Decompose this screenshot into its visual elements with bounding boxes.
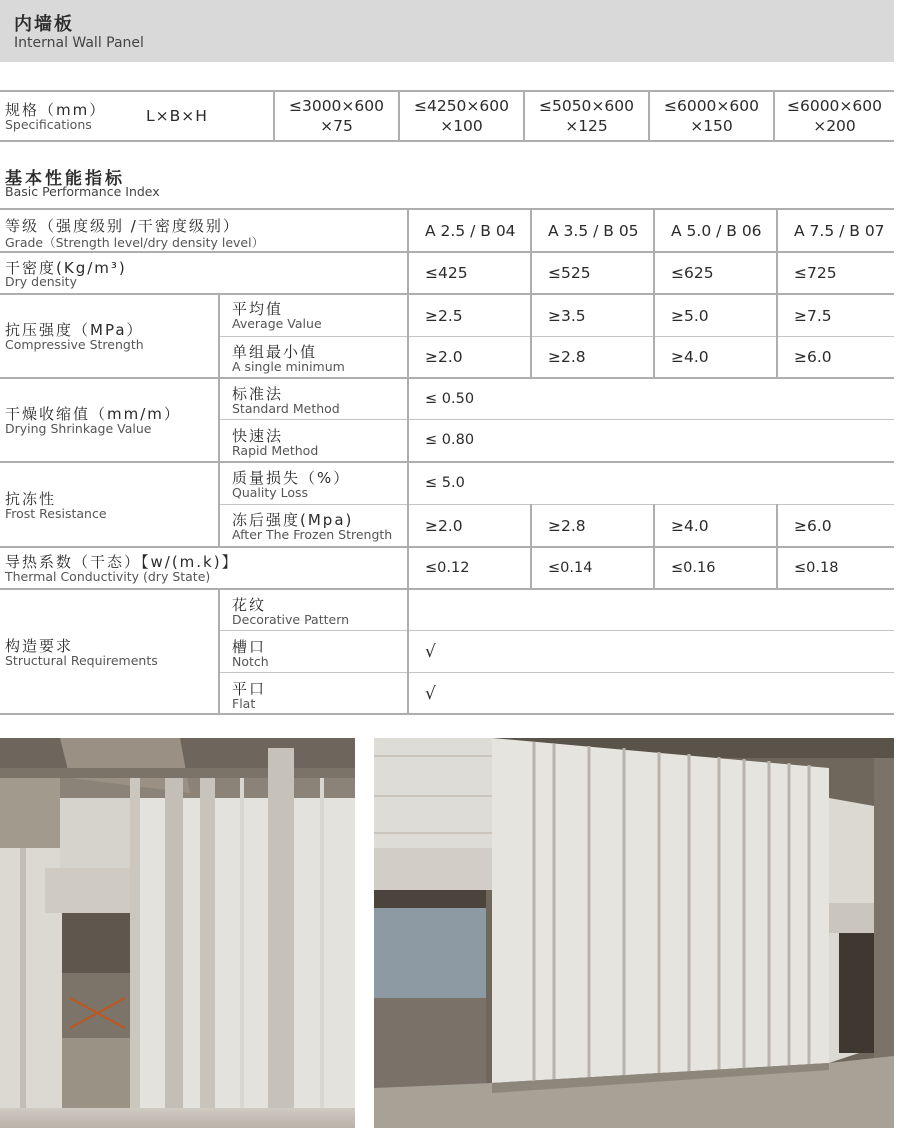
flat-check-icon: √ <box>425 684 436 704</box>
after-value: ≥6.0 <box>794 517 832 535</box>
rapid-value: ≤ 0.80 <box>425 432 475 448</box>
after-label-zh: 冻后强度(Mpa) <box>232 511 354 529</box>
after-label-en: After The Frozen Strength <box>232 527 393 542</box>
installation-photo-right <box>374 738 894 1128</box>
shrink-label-en: Drying Shrinkage Value <box>5 421 152 436</box>
pattern-label-en: Decorative Pattern <box>232 612 350 627</box>
frost-label-en: Frost Resistance <box>5 506 107 521</box>
min-label-en: A single minimum <box>232 359 345 374</box>
standard-value: ≤ 0.50 <box>425 391 475 407</box>
spec-label-en: Specifications <box>5 117 92 132</box>
avg-label-en: Average Value <box>232 316 322 331</box>
notch-label-zh: 槽口 <box>232 638 267 656</box>
thermal-value: ≤0.14 <box>548 560 593 576</box>
after-value: ≥2.8 <box>548 517 586 535</box>
compressive-label-zh: 抗压强度（MPa） <box>5 321 144 339</box>
min-value: ≥4.0 <box>671 348 709 366</box>
loss-value: ≤ 5.0 <box>425 475 465 491</box>
notch-check-icon: √ <box>425 642 436 662</box>
spec-dims: L×B×H <box>146 107 208 125</box>
avg-value: ≥3.5 <box>548 307 586 325</box>
rapid-label-zh: 快速法 <box>232 427 284 445</box>
spec-cell: ≤5050×600 ×125 <box>538 97 634 135</box>
avg-label-zh: 平均值 <box>232 300 284 318</box>
avg-value: ≥7.5 <box>794 307 832 325</box>
loss-label-en: Quality Loss <box>232 485 309 500</box>
density-label-zh: 干密度(Kg/m³) <box>5 259 127 277</box>
spec-label-zh: 规格（mm） <box>5 101 107 119</box>
avg-value: ≥5.0 <box>671 307 709 325</box>
structural-label-en: Structural Requirements <box>5 653 158 668</box>
compressive-label-en: Compressive Strength <box>5 337 144 352</box>
basic-title-zh: 基本性能指标 <box>5 169 125 189</box>
notch-label-en: Notch <box>232 654 269 669</box>
pattern-label-zh: 花纹 <box>232 596 267 614</box>
thermal-label-zh: 导热系数（干态）【w/(m.k)】 <box>5 553 239 571</box>
spec-cell: ≤3000×600 ×75 <box>288 97 384 135</box>
flat-label-zh: 平口 <box>232 680 267 698</box>
spec-cell: ≤4250×600 ×100 <box>413 97 509 135</box>
page-header <box>0 0 894 62</box>
structural-label-zh: 构造要求 <box>5 637 74 655</box>
density-value: ≤725 <box>794 264 837 282</box>
density-value: ≤625 <box>671 264 714 282</box>
min-label-zh: 单组最小值 <box>232 343 318 361</box>
header-title-en: Internal Wall Panel <box>14 35 144 51</box>
shrink-label-zh: 干燥收缩值（mm/m） <box>5 405 181 423</box>
after-value: ≥4.0 <box>671 517 709 535</box>
grade-value: A 5.0 / B 06 <box>671 222 762 240</box>
avg-value: ≥2.5 <box>425 307 463 325</box>
min-value: ≥6.0 <box>794 348 832 366</box>
flat-label-en: Flat <box>232 696 256 711</box>
density-label-en: Dry density <box>5 274 77 289</box>
grade-label-en: Grade（Strength level/dry density level） <box>5 235 265 250</box>
thermal-value: ≤0.12 <box>425 560 470 576</box>
density-value: ≤525 <box>548 264 591 282</box>
after-value: ≥2.0 <box>425 517 463 535</box>
thermal-label-en: Thermal Conductivity (dry State) <box>5 569 211 584</box>
spec-cell: ≤6000×600 ×150 <box>663 97 759 135</box>
grade-label-zh: 等级（强度级别 /干密度级别） <box>5 217 240 235</box>
min-value: ≥2.8 <box>548 348 586 366</box>
standard-label-zh: 标准法 <box>232 385 284 403</box>
thermal-value: ≤0.18 <box>794 560 839 576</box>
thermal-value: ≤0.16 <box>671 560 716 576</box>
header-title-zh: 内墙板 <box>14 14 74 35</box>
rapid-label-en: Rapid Method <box>232 443 319 458</box>
grade-value: A 3.5 / B 05 <box>548 222 639 240</box>
loss-label-zh: 质量损失（%） <box>232 469 351 487</box>
density-value: ≤425 <box>425 264 468 282</box>
installation-photo-left <box>0 738 355 1128</box>
basic-title-en: Basic Performance Index <box>5 184 160 199</box>
grade-value: A 7.5 / B 07 <box>794 222 885 240</box>
grade-value: A 2.5 / B 04 <box>425 222 516 240</box>
min-value: ≥2.0 <box>425 348 463 366</box>
spec-cell: ≤6000×600 ×200 <box>786 97 882 135</box>
standard-label-en: Standard Method <box>232 401 340 416</box>
frost-label-zh: 抗冻性 <box>5 490 57 508</box>
